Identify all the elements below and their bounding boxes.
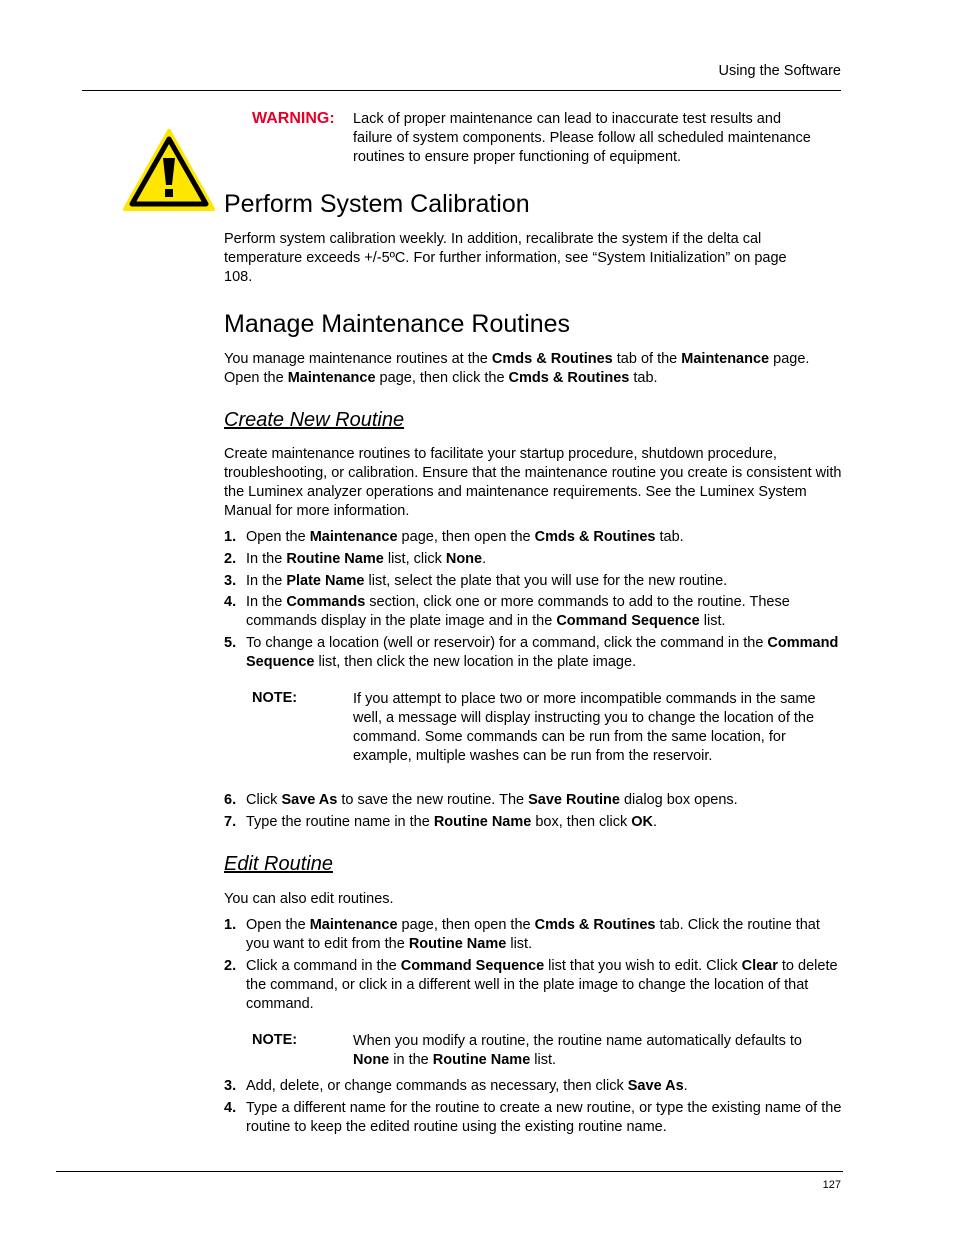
list-item: 4. Type a different name for the routine to create a new routine, or type the existing name of the routine to keep the edited routine using the existing routine name.	[224, 1100, 842, 1135]
calibration-body: Perform system calibration weekly. In addition, recalibrate the system if the delta cal temperature exceeds +/-5ºC. For further information, see “System Initialization” on page 108.	[224, 231, 787, 285]
step-number: 1.	[224, 529, 237, 545]
calibration-heading: Perform System Calibration	[224, 190, 530, 218]
list-item: 2. In the Routine Name list, click None.	[224, 551, 487, 567]
step-number: 4.	[224, 1100, 237, 1116]
list-item: 7. Type the routine name in the Routine Name box, then click OK.	[224, 814, 658, 830]
list-item: 2. Click a command in the Command Sequence list that you wish to edit. Click Clear to delete the command, or click in a different well in the plate image to change the location of that command.	[224, 958, 838, 1012]
maintenance-intro: You manage maintenance routines at the Cmds & Routines tab of the Maintenance page. Open the Maintenance page, then click the Cmds & Routines tab.	[224, 351, 810, 386]
list-item: 3. Add, delete, or change commands as necessary, then click Save As.	[224, 1078, 688, 1094]
step-number: 2.	[224, 551, 237, 567]
create-routine-heading: Create New Routine	[224, 409, 405, 431]
step-number: 3.	[224, 573, 237, 589]
step-number: 5.	[224, 635, 237, 651]
create-routine-body: Create maintenance routines to facilitate your startup procedure, shutdown procedure, troubleshooting, or calibration. Ensure that the maintenance routine you create is consistent with the Luminex analyzer operations and maintenance requirements. See the Luminex System Manual for more information.	[224, 446, 842, 519]
note-text: When you modify a routine, the routine name automatically defaults to None in the Routine Name list.	[353, 1033, 802, 1068]
step-number: 6.	[224, 792, 237, 808]
note-label: NOTE:	[252, 1032, 298, 1048]
step-number: 7.	[224, 814, 237, 830]
list-item: 3. In the Plate Name list, select the plate that you will use for the new routine.	[224, 573, 728, 589]
step-number: 2.	[224, 958, 237, 974]
list-item: 5. To change a location (well or reservoir) for a command, click the command in the Command Sequence list, then click the new location in the plate image.	[224, 635, 839, 670]
maintenance-heading: Manage Maintenance Routines	[224, 310, 571, 338]
page-number: 127	[822, 1179, 841, 1191]
header-rule	[82, 90, 841, 91]
footer-rule	[56, 1171, 843, 1172]
step-number: 3.	[224, 1078, 237, 1094]
edit-routine-heading: Edit Routine	[224, 853, 333, 875]
list-item: 4. In the Commands section, click one or more commands to add to the routine. These commands display in the plate image and in the Command Sequence list.	[224, 594, 790, 629]
running-header: Using the Software	[718, 63, 841, 79]
warning-triangle-icon	[122, 128, 216, 212]
step-number: 1.	[224, 917, 237, 933]
step-number: 4.	[224, 594, 237, 610]
note-text: If you attempt to place two or more incompatible commands in the same well, a message will display instructing you to change the location of the command. Some commands can be run from the same location, for example, multiple washes can be run from the reservoir.	[353, 691, 816, 764]
warning-label: WARNING:	[252, 110, 335, 127]
list-item: 1. Open the Maintenance page, then open the Cmds & Routines tab. Click the routine that you want to edit from the Routine Name list.	[224, 917, 820, 952]
list-item: 6. Click Save As to save the new routine. The Save Routine dialog box opens.	[224, 792, 738, 808]
list-item: 1. Open the Maintenance page, then open the Cmds & Routines tab.	[224, 529, 684, 545]
warning-text: Lack of proper maintenance can lead to inaccurate test results and failure of system components. Please follow all scheduled maintenance routines to ensure proper functioning of equipment.	[353, 111, 811, 165]
note-label: NOTE:	[252, 690, 298, 706]
edit-routine-body: You can also edit routines.	[224, 891, 394, 907]
